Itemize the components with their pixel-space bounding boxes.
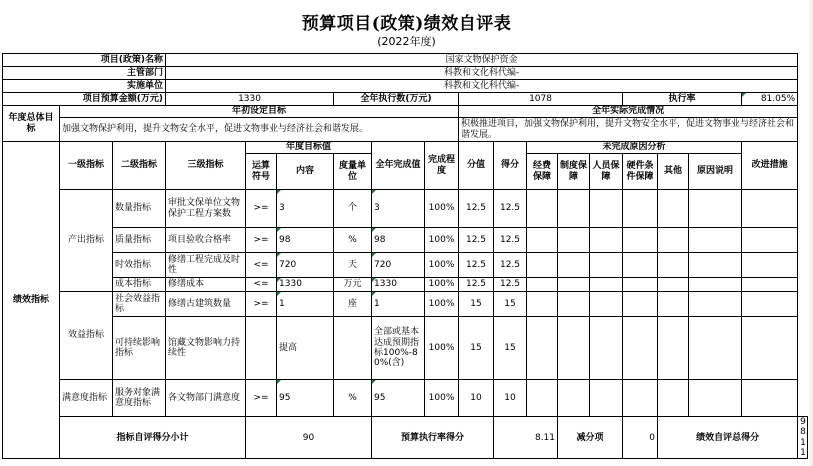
op-cell[interactable]: <= (246, 253, 277, 278)
deduct-value[interactable]: 0 (623, 417, 658, 459)
budget-value[interactable]: 1330 (166, 93, 334, 106)
unit-cell[interactable]: 天 (334, 253, 372, 278)
dept-value[interactable]: 科教和文化科代编- (166, 67, 798, 80)
content-cell[interactable]: 95 (277, 380, 334, 417)
reason-sys-cell[interactable] (558, 317, 590, 380)
level3-cell[interactable]: 馆藏文物影响力持续性 (166, 317, 246, 380)
unit-cell[interactable]: % (334, 380, 372, 417)
degree-cell: 100% (425, 317, 459, 380)
op-cell[interactable]: >= (246, 190, 277, 228)
level3-cell[interactable]: 各文物部门满意度 (166, 380, 246, 417)
exec-score-value[interactable]: 8.11 (494, 417, 558, 459)
level2-cell: 数量指标 (113, 190, 166, 228)
level3-cell[interactable]: 修缮成本 (166, 278, 246, 292)
content-cell[interactable]: 3 (277, 190, 334, 228)
reason-hw-cell[interactable] (623, 278, 658, 292)
table-row (3, 380, 808, 417)
level3-cell[interactable]: 审批文保单位文物保护工程方案数 (166, 190, 246, 228)
reason-hw-cell[interactable] (623, 292, 658, 317)
exec-value[interactable]: 1078 (459, 93, 623, 106)
actual-cell[interactable]: 95 (372, 380, 425, 417)
exec-score-label: 预算执行率得分 (372, 417, 494, 459)
header-content: 内容 (277, 154, 334, 190)
degree-cell: 100% (425, 380, 459, 417)
table-row (3, 228, 808, 253)
impl-value[interactable]: 科教和文化科代编- (166, 80, 798, 93)
level2-cell: 时效指标 (113, 253, 166, 278)
content-cell[interactable]: 98 (277, 228, 334, 253)
header-reason-hw: 硬件条件保障 (623, 154, 658, 190)
score-cell[interactable]: 15 (494, 317, 527, 380)
reason-sys-cell[interactable] (558, 228, 590, 253)
reason-desc-cell[interactable] (689, 190, 742, 228)
header-level1: 一级指标 (60, 142, 113, 190)
unit-cell[interactable] (334, 317, 372, 380)
impl-label: 实施单位 (3, 80, 166, 93)
header-reason-staff: 人员保障 (590, 154, 623, 190)
score-total-cell[interactable]: 15 (459, 317, 494, 380)
level2-cell: 服务对象满意度指标 (113, 380, 166, 417)
reason-desc-cell[interactable] (689, 317, 742, 380)
group-output: 产出指标 (60, 190, 113, 292)
score-total-cell[interactable]: 12.5 (459, 253, 494, 278)
level2-cell: 质量指标 (113, 228, 166, 253)
reason-desc-cell[interactable] (689, 253, 742, 278)
reason-staff-cell[interactable] (590, 317, 623, 380)
reason-other-cell[interactable] (658, 278, 689, 292)
header-reason-group: 未完成原因分析 (527, 142, 742, 154)
degree-cell: 100% (425, 278, 459, 292)
content-cell[interactable]: 提高 (277, 317, 334, 380)
level2-cell: 社会效益指标 (113, 292, 166, 317)
reason-desc-cell[interactable] (689, 228, 742, 253)
reason-hw-cell[interactable] (623, 253, 658, 278)
score-cell[interactable]: 10 (494, 380, 527, 417)
reason-sys-cell[interactable] (558, 292, 590, 317)
reason-hw-cell[interactable] (623, 228, 658, 253)
reason-sys-cell[interactable] (558, 190, 590, 228)
reason-other-cell[interactable] (658, 292, 689, 317)
actual-cell[interactable]: 1 (372, 292, 425, 317)
unit-cell[interactable]: 万元 (334, 278, 372, 292)
table-row (3, 253, 808, 278)
sheet-title: 预算项目(政策)绩效自评表 (301, 14, 512, 34)
init-goal-header: 年初设定目标 (60, 106, 459, 118)
score-cell[interactable]: 15 (494, 292, 527, 317)
degree-cell: 100% (425, 228, 459, 253)
reason-other-cell[interactable] (658, 190, 689, 228)
header-score: 得分 (494, 142, 527, 190)
degree-cell: 100% (425, 292, 459, 317)
header-level3: 三级指标 (166, 142, 246, 190)
reason-hw-cell[interactable] (623, 190, 658, 228)
group-satisfaction: 满意度指标 (60, 380, 113, 417)
op-cell[interactable]: >= (246, 292, 277, 317)
total-score-label: 绩效自评总得分 (658, 417, 798, 459)
group-benefit: 效益指标 (60, 292, 113, 380)
level3-cell[interactable]: 项目验收合格率 (166, 228, 246, 253)
reason-staff-cell[interactable] (590, 190, 623, 228)
op-cell[interactable] (246, 317, 277, 380)
header-improve: 改进措施 (742, 142, 798, 190)
header-reason-sys: 制度保障 (558, 154, 590, 190)
table-row (3, 190, 808, 228)
init-goal-text[interactable]: 加强文物保护利用，提升文物安全水平，促进文物事业与经济社会和谐发展。 (60, 118, 459, 142)
reason-econ-cell[interactable] (527, 253, 558, 278)
subtotal-value[interactable]: 90 (246, 417, 372, 459)
sheet-year: (2022年度) (377, 35, 436, 48)
reason-econ-cell[interactable] (527, 380, 558, 417)
improve-cell[interactable] (742, 190, 798, 228)
exec-label: 全年执行数(万元) (334, 93, 459, 106)
budget-label: 项目预算金额(万元) (3, 93, 166, 106)
unit-cell[interactable]: 座 (334, 292, 372, 317)
reason-staff-cell[interactable] (590, 278, 623, 292)
unit-cell[interactable]: 个 (334, 190, 372, 228)
level3-cell[interactable]: 修缮工程完成及时性 (166, 253, 246, 278)
level2-cell: 可持续影响指标 (113, 317, 166, 380)
actual-cell[interactable]: 1330 (372, 278, 425, 292)
reason-other-cell[interactable] (658, 380, 689, 417)
reason-econ-cell[interactable] (527, 190, 558, 228)
header-score-total: 分值 (459, 142, 494, 190)
perf-indicator-label: 绩效指标 (3, 142, 60, 459)
unit-cell[interactable]: % (334, 228, 372, 253)
actual-cell[interactable]: 全部或基本达成预期指标100%-80%(含) (372, 317, 425, 380)
subtotal-label: 指标自评得分小计 (60, 417, 246, 459)
score-total-cell[interactable]: 12.5 (459, 278, 494, 292)
header-reason-desc: 原因说明 (689, 154, 742, 190)
reason-sys-cell[interactable] (558, 253, 590, 278)
header-op: 运算符号 (246, 154, 277, 190)
reason-other-cell[interactable] (658, 317, 689, 380)
reason-econ-cell[interactable] (527, 278, 558, 292)
improve-cell[interactable] (742, 380, 798, 417)
deduct-label: 减分项 (558, 417, 623, 459)
op-cell[interactable]: >= (246, 228, 277, 253)
score-cell[interactable]: 12.5 (494, 190, 527, 228)
reason-staff-cell[interactable] (590, 380, 623, 417)
evaluation-table (2, 53, 808, 459)
reason-hw-cell[interactable] (623, 380, 658, 417)
header-degree: 完成程度 (425, 142, 459, 190)
reason-other-cell[interactable] (658, 253, 689, 278)
overall-goal-label: 年度总体目标 (3, 106, 60, 142)
degree-cell: 100% (425, 190, 459, 228)
reason-desc-cell[interactable] (689, 292, 742, 317)
actual-cell[interactable]: 3 (372, 190, 425, 228)
improve-cell[interactable] (742, 317, 798, 380)
reason-econ-cell[interactable] (527, 228, 558, 253)
reason-desc-cell[interactable] (689, 380, 742, 417)
improve-cell[interactable] (742, 228, 798, 253)
score-cell[interactable]: 12.5 (494, 278, 527, 292)
header-level2: 二级指标 (113, 142, 166, 190)
actual-cell[interactable]: 720 (372, 253, 425, 278)
level2-cell: 成本指标 (113, 278, 166, 292)
reason-other-cell[interactable] (658, 228, 689, 253)
table-row (3, 278, 808, 292)
header-unit: 度量单位 (334, 154, 372, 190)
improve-cell[interactable] (742, 292, 798, 317)
actual-cell[interactable]: 98 (372, 228, 425, 253)
score-total-cell[interactable]: 12.5 (459, 190, 494, 228)
reason-staff-cell[interactable] (590, 292, 623, 317)
reason-desc-cell[interactable] (689, 278, 742, 292)
table-row (3, 292, 808, 317)
project-name-value[interactable]: 国家文物保护资金 (166, 54, 798, 67)
score-cell[interactable]: 12.5 (494, 253, 527, 278)
reason-sys-cell[interactable] (558, 380, 590, 417)
score-total-cell[interactable]: 15 (459, 292, 494, 317)
header-actual: 全年完成值 (372, 142, 425, 190)
score-total-cell[interactable]: 12.5 (459, 228, 494, 253)
reason-econ-cell[interactable] (527, 292, 558, 317)
content-cell[interactable]: 1 (277, 292, 334, 317)
actual-goal-header: 全年实际完成情况 (459, 106, 798, 118)
rate-value[interactable]: 81.05% (742, 93, 798, 106)
rate-label: 执行率 (623, 93, 742, 106)
table-row (3, 317, 808, 380)
actual-goal-text[interactable]: 积极推进项目，加强文物保护利用，提升文物安全水平，促进文物事业与经济社会和谐发展。 (459, 118, 798, 142)
content-cell[interactable]: 1330 (277, 278, 334, 292)
reason-staff-cell[interactable] (590, 253, 623, 278)
improve-cell[interactable] (742, 278, 798, 292)
score-cell[interactable]: 12.5 (494, 228, 527, 253)
reason-sys-cell[interactable] (558, 278, 590, 292)
reason-hw-cell[interactable] (623, 317, 658, 380)
header-reason-econ: 经费保障 (527, 154, 558, 190)
op-cell[interactable]: <= (246, 278, 277, 292)
improve-cell[interactable] (742, 253, 798, 278)
level3-cell[interactable]: 修缮古建筑数量 (166, 292, 246, 317)
op-cell[interactable]: >= (246, 380, 277, 417)
content-cell[interactable]: 720 (277, 253, 334, 278)
score-total-cell[interactable]: 10 (459, 380, 494, 417)
total-score-value[interactable]: 98.11 (798, 417, 808, 459)
project-name-label: 项目(政策)名称 (3, 54, 166, 67)
header-reason-other: 其他 (658, 154, 689, 190)
dept-label: 主管部门 (3, 67, 166, 80)
header-target-group: 年度目标值 (246, 142, 372, 154)
degree-cell: 100% (425, 253, 459, 278)
reason-econ-cell[interactable] (527, 317, 558, 380)
reason-staff-cell[interactable] (590, 228, 623, 253)
